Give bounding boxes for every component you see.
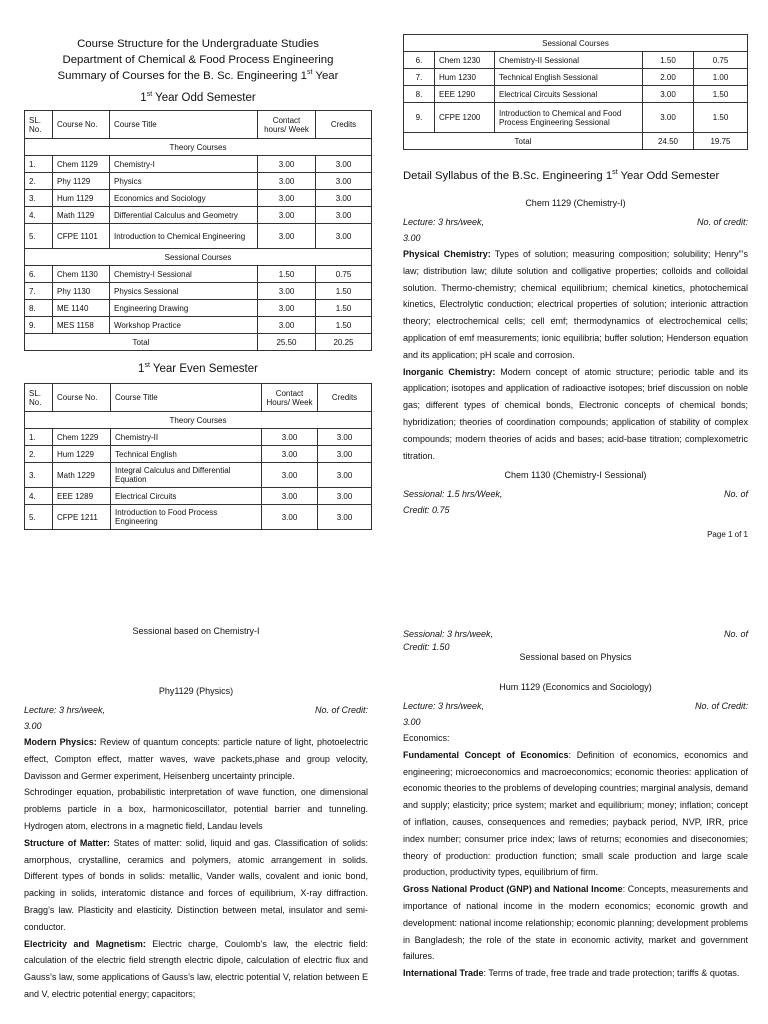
- section-theory-courses: Theory Courses: [25, 139, 372, 156]
- even-semester-heading: 1st Year Even Semester: [138, 362, 258, 375]
- col-contact-hours: Contact hours/ Week: [258, 111, 316, 139]
- section-sessional-courses: Sessional Courses: [404, 35, 748, 52]
- total-row: Total 24.50 19.75: [404, 133, 748, 150]
- table-row: 4. EEE 1289 Electrical Circuits 3.00 3.00: [25, 488, 372, 505]
- table-row: 8. EEE 1290 Electrical Circuits Sessional 3.00 1.50: [404, 86, 748, 103]
- col-course-no: Course No.: [53, 384, 111, 412]
- gnp-paragraph: Gross National Product (GNP) and National Income: Concepts, measurements and importance of national income in the modern economics; economic growth and development: national income relationship; economic planning; development problems in Bangladesh; the role of the state in economic activity, market and government failures.: [403, 884, 748, 962]
- col-credits: Credits: [318, 384, 372, 412]
- phy1129-title: Phy1129 (Physics): [158, 686, 234, 696]
- document-title: [24, 36, 372, 84]
- title-line-1: Course Structure for the Undergraduate Studies: [77, 38, 319, 50]
- title-line-2: Department of Chemical & Food Process Engineering: [62, 54, 334, 66]
- table-row: 2. Hum 1229 Technical English 3.00 3.00: [25, 446, 372, 463]
- electricity-magnetism-paragraph: Electricity and Magnetism: Electric charge, Coulomb’s law, the electric field: calculation of the electric field strength electric dipole, calculation of electric flux and Gauss’s law, some applications of Gauss’s law, electric potential V, relation between E and V, electric potential energy; capacitors;: [24, 938, 369, 999]
- table-row: 4. Math 1129 Differential Calculus and Geometry 3.00 3.00: [25, 207, 372, 224]
- odd-semester-table: [24, 110, 372, 351]
- table-row: 1. Chem 1229 Chemistry-II 3.00 3.00: [25, 429, 372, 446]
- table-row: 6. Chem 1230 Chemistry-II Sessional 1.50 0.75: [404, 52, 748, 69]
- odd-semester-heading: 1st Year Odd Semester: [140, 91, 256, 104]
- chem1130-credit: Credit: 0.75: [403, 505, 450, 516]
- economics-column: [403, 626, 748, 982]
- col-course-no: Course No.: [53, 111, 110, 139]
- table-row: 9. CFPE 1200 Introduction to Chemical and Food Process Engineering Sessional 3.00 1.50: [404, 103, 748, 133]
- physics-sessional-note: Sessional based on Physics: [519, 652, 632, 662]
- table-row: 8. ME 1140 Engineering Drawing 3.00 1.50: [25, 300, 372, 317]
- chem1129-credit: 3.00: [403, 233, 421, 243]
- table-row: 5. CFPE 1101 Introduction to Chemical Engineering 3.00 3.00: [25, 224, 372, 249]
- col-sl: SL. No.: [25, 111, 53, 139]
- phy1130-credit: Credit: 1.50: [403, 642, 450, 652]
- hum1129-meta: Lecture: 3 hrs/week, No. of Credit:: [403, 701, 748, 711]
- table-row: 3. Math 1229 Integral Calculus and Differential Equation 3.00 3.00: [25, 463, 372, 488]
- table-row: 2. Phy 1129 Physics 3.00 3.00: [25, 173, 372, 190]
- modern-physics-paragraph: Modern Physics: Review of quantum concepts: particle nature of light, photoelectric effect, Compton effect, matter waves, wave packets,phase and group velocity, Davisson and Germer experiment, Heisenberg uncertainty principle.: [24, 737, 368, 781]
- col-course-title: Course Title: [110, 111, 258, 139]
- hum1129-title: Hum 1129 (Economics and Sociology): [499, 682, 652, 692]
- even-sessional-table: [403, 34, 748, 150]
- page-number: Page 1 of 1: [707, 530, 748, 540]
- chem-sessional-note: Sessional based on Chemistry-I: [132, 626, 260, 636]
- table-row: 7. Phy 1130 Physics Sessional 3.00 1.50: [25, 283, 372, 300]
- total-row: Total 25.50 20.25: [25, 334, 372, 351]
- chem1129-title: Chem 1129 (Chemistry-I): [525, 198, 626, 208]
- chem1130-title: Chem 1130 (Chemistry-I Sessional): [504, 470, 647, 481]
- table-row: 1. Chem 1129 Chemistry-I 3.00 3.00: [25, 156, 372, 173]
- fundamental-concept-paragraph: Fundamental Concept of Economics: Definition of economics, economics and engineering; microeconomics and macroeconomics; economic theories: application of economic theories to the problems of developing countries; marginal analysis, demand and supply; elasticity; price system; market and equilibrium; money; inflation; concept of inflation, causes, consequences and remedies; payback period, NVP, IRR, price index number; consumer price index; laws of returns; economies and diseconomies; theory of production: production function; small scale production and large scale production, productivity types, equilibrium of firm.: [403, 749, 748, 878]
- international-trade-paragraph: International Trade: Terms of trade, free trade and trade protection; tariffs & quotas.: [403, 968, 740, 979]
- physical-chemistry-paragraph: Physical Chemistry: Types of solution; measuring composition; solubility; Henry”’s law; distribution law; dilute solution and colligative properties; colloids and colloidal solution. Thermo-chemistry; chemical equilibrium; chemical kinetics, photochemical kinetics, Electrolytic conduction; electrical properties of solution; interionic attraction theory; electrochemical cells; cell emf; thermodynamics of electrochemical cells; application of emf measurements; ionic equilibria; buffer solution; Henderson equation and its application; pH scale and corrosion.: [403, 249, 748, 360]
- inorganic-chemistry-paragraph: Inorganic Chemistry: Modern concept of atomic structure; periodic table and its application; isotopes and application of radioactive isotopes; brief discussion on noble gas; different types of chemical bonds, Electronic concepts of chemical bonds; hybridization; theories of coordination compounds; application of stability of complex compounds; modern theories of acids and bases; acid-base titration; complexometric titration.: [403, 366, 748, 461]
- section-sessional-courses: Sessional Courses: [25, 249, 372, 266]
- col-contact-hours: Contact Hours/ Week: [262, 384, 318, 412]
- phy1129-credit: 3.00: [24, 721, 42, 731]
- table-row: 9. MES 1158 Workshop Practice 3.00 1.50: [25, 317, 372, 334]
- economics-label: Economics:: [403, 733, 450, 743]
- table-header-row: [25, 111, 372, 139]
- structure-of-matter-paragraph: Structure of Matter: States of matter: solid, liquid and gas. Classification of solids: amorphous, crystalline, ceramics and polymers, atomic arrangement in solids. Different types of bonds in solids: metallic, Vander walls, covalent and ionic bond, packing in solids, interatomic distance and forces of equilibrium, X-ray diffraction. Bragg’s law. Plasticity and elasticity. Distinction between metal, insulator and semi-conductor.: [24, 837, 368, 932]
- table-row: 7. Hum 1230 Technical English Sessional 2.00 1.00: [404, 69, 748, 86]
- syllabus-column-top: [403, 34, 748, 539]
- section-theory-courses: Theory Courses: [25, 412, 372, 429]
- syllabus-heading: Detail Syllabus of the B.Sc. Engineering 1st Year Odd Semester: [403, 169, 720, 182]
- chem1130-meta: Sessional: 1.5 hrs/Week, No. of: [403, 489, 748, 500]
- schrodinger-paragraph: Schrodinger equation, probabilistic interpretation of wave function, one dimensional problems particle in a box, harmonicoscillator, potential barrier and tunneling. Hydrogen atom, electrons in a magnetic field, Landau levels: [24, 787, 368, 831]
- even-semester-table: [24, 383, 372, 530]
- physics-column: [24, 626, 368, 1003]
- table-row: 6. Chem 1130 Chemistry-I Sessional 1.50 0.75: [25, 266, 372, 283]
- col-course-title: Course Title: [111, 384, 262, 412]
- col-sl: SL. No.: [25, 384, 53, 412]
- col-credits: Credits: [316, 111, 372, 139]
- chem1129-meta: Lecture: 3 hrs/week, No. of credit:: [403, 217, 748, 227]
- table-row: 5. CFPE 1211 Introduction to Food Process Engineering 3.00 3.00: [25, 505, 372, 530]
- table-row: 3. Hum 1129 Economics and Sociology 3.00 3.00: [25, 190, 372, 207]
- hum1129-credit: 3.00: [403, 717, 421, 727]
- title-line-3: Summary of Courses for the B. Sc. Engineering 1st Year: [57, 69, 339, 82]
- course-structure-column: [24, 36, 372, 530]
- phy1130-meta: Sessional: 3 hrs/week, No. of: [403, 629, 748, 639]
- table-header-row: [25, 384, 372, 412]
- phy1129-meta: Lecture: 3 hrs/week, No. of Credit:: [24, 705, 368, 715]
